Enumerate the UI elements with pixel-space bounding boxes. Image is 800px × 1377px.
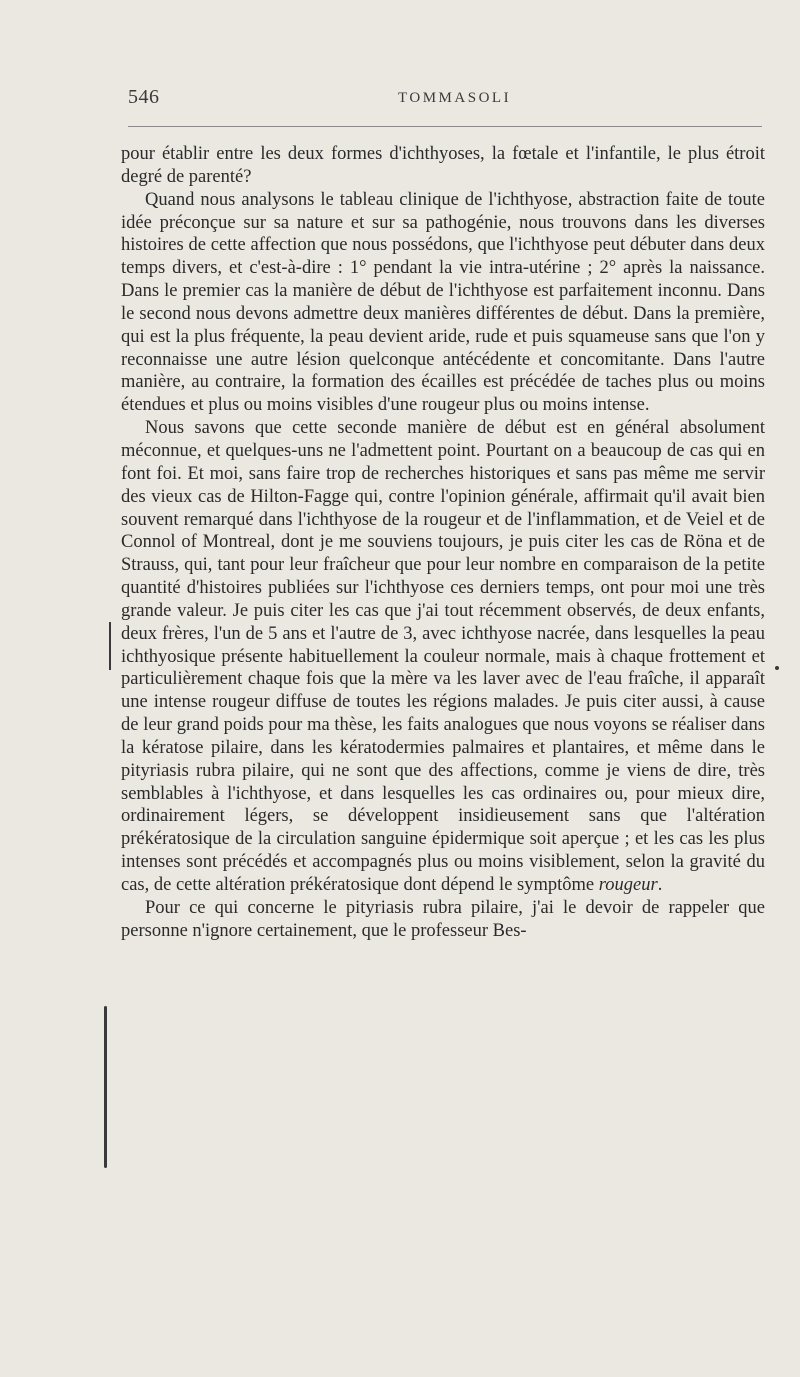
body-text — [121, 143, 765, 943]
header-rule — [128, 126, 762, 127]
paragraph-2: Quand nous analysons le tableau clinique de l'ichthyose, abstraction faite de toute idée préconçue sur sa nature et sur sa pathogénie, nous trouvons dans les diverses histoires de cette affection que nous possédons, que l'ichthyose peut débuter dans deux temps divers, et c'est-à-dire : 1° pendant la vie intra-utérine ; 2° après la naissance. Dans le premier cas la manière de début de l'ichthyose est parfaitement inconnu. Dans le second nous devons admettre deux manières différentes de début. Dans la première, qui est la plus fréquente, la peau devient aride, rude et puis squameuse sans que l'on y reconnaisse une autre lésion quelconque antécédente et concomitante. Dans l'autre manière, au contraire, la formation des écailles est précédée de taches plus ou moins étendues et plus ou moins visibles d'une rougeur plus ou moins intense. — [121, 189, 765, 416]
paragraph-1: pour établir entre les deux formes d'ichthyoses, la fœtale et l'infantile, le plus étroit degré de parenté? — [121, 144, 765, 187]
emphasis-rougeur: rougeur — [598, 875, 658, 895]
margin-pencil-mark — [104, 1006, 107, 1168]
margin-pencil-mark — [109, 622, 111, 670]
paragraph-3-text: Nous savons que cette seconde manière de début est en général absolument méconnue, et quelques-uns ne l'admettent point. Pourtant on a beaucoup de cas qui en font foi. Et moi, sans faire trop de recherches historiques et sans pas même me servir des vieux cas de Hilton-Fagge qui, contre l'opinion générale, affirmait qu'il avait bien souvent remarqué dans l'ichthyose de la rougeur et de l'inflammation, et de Veiel et de Connol of Montreal, dont je me souviens toujours, je puis citer les cas de Röna et de Strauss, qui, tant pour leur fraîcheur que pour leur nombre en comparaison de la petite quantité d'histoires publiées sur l'ichthyose ces derniers temps, ont pour moi une très grande valeur. Je puis citer les cas que j'ai tout récemment observés, de deux enfants, deux frères, l'un de 5 ans et l'autre de 3, avec ichthyose nacrée, dans lesquelles la peau ichthyosique présente habituellement la couleur normale, mais à chaque frottement et particulièrement chaque fois que la mère va les laver avec de l'eau fraîche, il apparaît une intense rougeur diffuse de toutes les régions malades. Je puis citer aussi, à cause de leur grand poids pour ma thèse, les faits analogues que nous voyons se réaliser dans la kératose pilaire, dans les kératodermies palmaires et plantaires, et même dans le pityriasis rubra pilaire, qui ne sont que des affections, comme je viens de dire, très semblables à l'ichthyose, et dans lesquelles les cas ordinaires ou, pour mieux dire, ordinairement légers, se développent insidieusement sans que l'altération prékératosique de la circulation sanguine épidermique soit aperçue ; et les cas les plus intenses sont précédés et accompagnés plus ou moins visiblement, selon la gravité du cas, de cette altération prékératosique dont dépend le symptôme — [121, 418, 765, 895]
paragraph-3-end: . — [657, 875, 663, 895]
paragraph-4: Pour ce qui concerne le pityriasis rubra pilaire, j'ai le devoir de rappeler que personne n'ignore certainement, que le professeur Bes- — [121, 897, 765, 941]
ink-speck — [775, 666, 779, 670]
running-head: TOMMASOLI — [398, 90, 512, 106]
paragraph-3 — [121, 417, 765, 897]
page-header — [128, 86, 762, 110]
page-number: 546 — [128, 86, 160, 108]
